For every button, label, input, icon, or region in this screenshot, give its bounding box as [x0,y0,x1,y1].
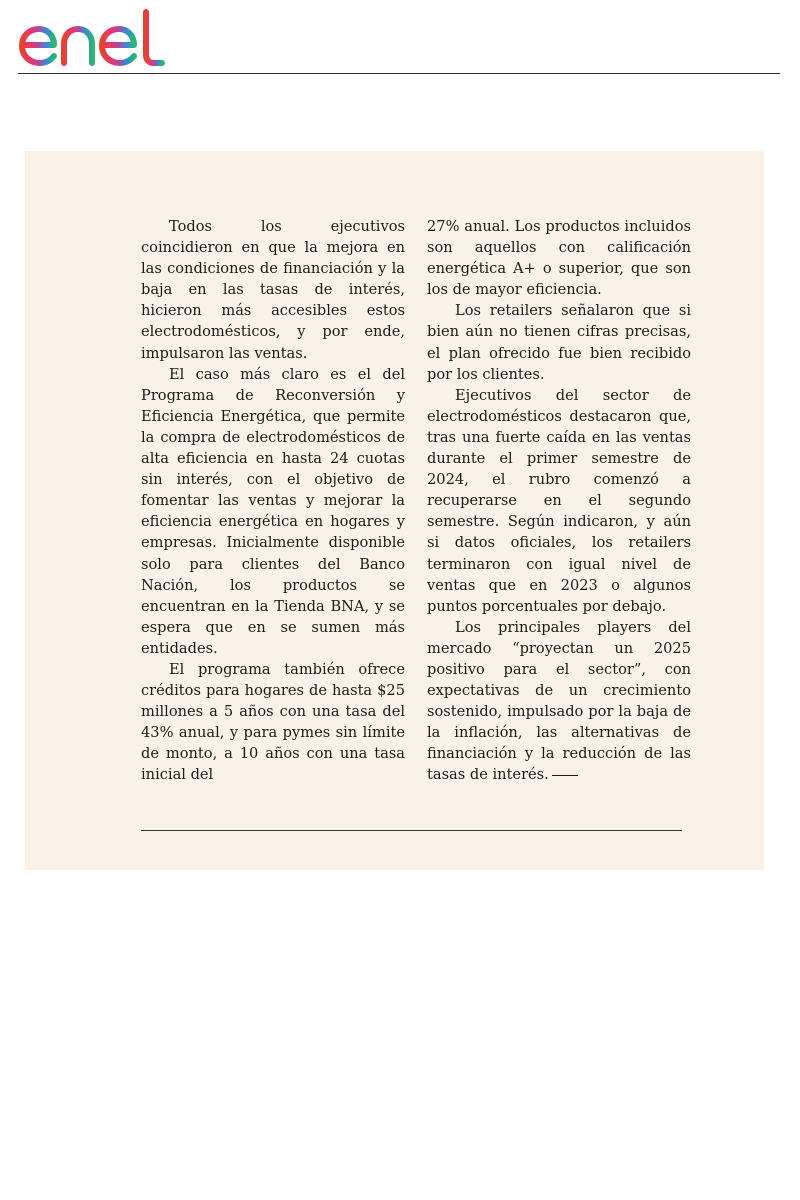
article-column-right [427,216,691,786]
clipping-bottom-rule [141,830,682,831]
end-of-article-mark [552,775,578,776]
article-paragraph-text: Los principales players del mercado “proyectan un 2025 positivo para el sector”, con expectativas de un crecimiento sostenido, impulsado por la baja de la inflación, las alternativas de financiación y la reducción de las tasas de interés. [427,618,691,784]
article-paragraph: El programa también ofrece créditos para hogares de hasta $25 millones a 5 años con una tasa del 43% anual, y para pymes sin límite de monto, a 10 años con una tasa inicial del [141,660,405,784]
article-paragraph: Ejecutivos del sector de electrodomésticos destacaron que, tras una fuerte caída en las ventas durante el primer semestre de 2024, el rubro comenzó a recuperarse en el segundo semestre. Según indicaron, y aún si datos oficiales, los retailers terminaron con igual nivel de ventas que en 2023 o algunos puntos porcentuales por debajo. [427,386,691,615]
article-body [141,216,691,806]
header-divider [18,73,780,74]
article-paragraph: Los retailers señalaron que si bien aún no tienen cifras precisas, el plan ofrecido fue bien recibido por los clientes. [427,302,691,383]
article-paragraph: El caso más claro es el del Programa de Reconversión y Eficiencia Energética, que permite la compra de electrodomésticos de alta eficiencia en hasta 24 cuotas sin interés, con el objetivo de fomentar las ventas y mejorar la eficiencia energética en hogares y empresas. Inicialmente disponible solo para clientes del Banco Nación, los productos se encuentran en la Tienda BNA, y se espera que en se sumen más entidades. [141,365,405,657]
article-paragraph-last [427,617,691,786]
article-column-left [141,216,405,786]
article-paragraph-continuation: 27% anual. Los productos incluidos son aquellos con calificación energética A+ o superior, que son los de mayor eficiencia. [427,218,691,299]
enel-logo [18,8,170,68]
article-paragraph: Todos los ejecutivos coincidieron en que la mejora en las condiciones de financiación y la baja en las tasas de interés, hicieron más accesibles estos electrodomésticos, y por ende, impulsaron las ventas. [141,218,405,362]
